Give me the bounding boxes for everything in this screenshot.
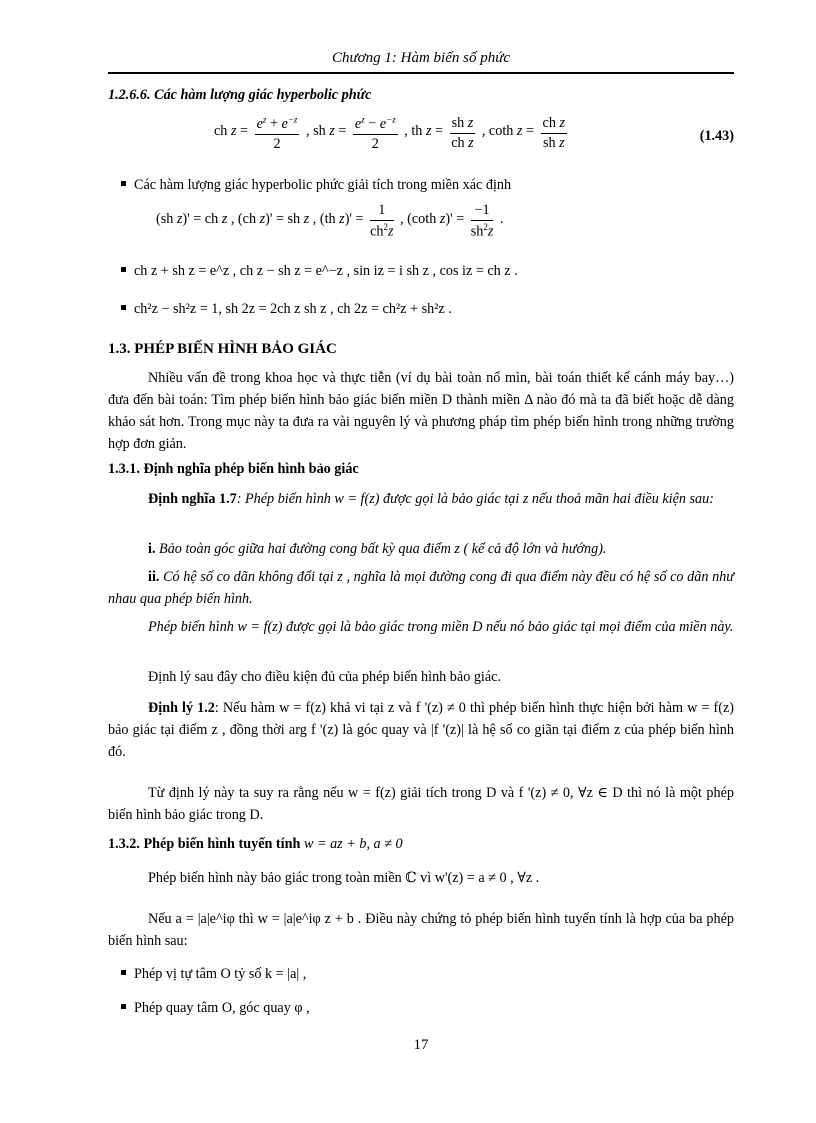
equation-1-43: ch z = $\frac{e^z + e^{-z}}{2}$ , sh z = $\frac{e^z - e^{-z}}{2}$ , th z = $\frac{\text{sh z}}{\text{ch z}}$ , coth z = $\frac{\text{ch z}}{\text{sh z}}$ (1.43): [214, 114, 734, 152]
paragraph-domain-conformal: Phép biến hình w = f(z) được gọi là bảo giác trong miền D nếu nó bảo giác tại mọi điểm của miền này.: [148, 619, 734, 635]
section-title-1-3: 1.3. PHÉP BIẾN HÌNH BẢO GIÁC: [108, 341, 337, 357]
equation-number: (1.43): [699, 128, 734, 144]
derivative-formulas: (sh z)' = ch z , (ch z)' = sh z , (th z)' = $\frac{1}{ch^2z}$ , (coth z)' = $\frac{-1}{sh^2z}$ .: [156, 202, 504, 240]
bullet-identities-2: ch²z − sh²z = 1, sh 2z = 2ch z sh z , ch 2z = ch²z + sh²z .: [108, 298, 734, 320]
paragraph-theorem-intro: Định lý sau đây cho điều kiện đủ của phép biến hình bảo giác.: [148, 669, 502, 685]
condition-ii: ii. Có hệ số co dãn không đổi tại z , nghĩa là mọi đường cong đi qua điểm này đều có hệ số co dãn như nhau qua phép biến hình.: [108, 569, 735, 607]
bullet-analytic: Các hàm lượng giác hyperbolic phức giải tích trong miền xác định: [108, 174, 734, 196]
running-header: Chương 1: Hàm biến số phức: [331, 50, 511, 66]
theorem-1-2: [108, 697, 734, 763]
bullet-marker: [121, 970, 126, 975]
paragraph-intro: Nhiều vấn đề trong khoa học và thực tiễn (ví dụ bài toàn nổ mìn, bài toán thiết kế cánh máy bay…) đưa đến bài toán: Tìm phép biến hình bảo giác biến miền D thành miền Δ nào đó mà ta đã biết hoặc dễ dàng khảo sát hơn. Trong mục này ta đưa ra vài nguyên lý và phương pháp tìm phép biến hình trong những trường hợp đơn giản.: [108, 370, 734, 452]
paragraph-linear-decomposition: Nếu a = |a|e^iφ thì w = |a|e^iφ z + b . Điều này chứng tỏ phép biến hình tuyến tính là hợp của ba phép biến hình sau:: [108, 911, 734, 949]
bullet-marker: [121, 181, 126, 186]
condition-i: i. Bảo toàn góc giữa hai đường cong bất kỳ qua điểm z ( kể cả độ lớn và hướng).: [148, 541, 607, 557]
bullet-marker: [121, 267, 126, 272]
theorem-text: : Nếu hàm w = f(z) khả vi tại z và f '(z) ≠ 0 thì phép biến hình thực hiện bởi hàm w = f(z) bảo giác tại điểm z , đồng thời arg f '(z) là góc quay và |f '(z)| là hệ số co giãn tại điểm z của phép biến hình đó.: [108, 700, 734, 760]
definition-1-7: [108, 488, 734, 510]
bullet-identities-1: ch z + sh z = e^z , ch z − sh z = e^−z , sin iz = i sh z , cos iz = ch z .: [108, 260, 734, 282]
bullet-rotation: Phép quay tâm O, góc quay φ ,: [108, 997, 734, 1019]
paragraph-consequence: Từ định lý này ta suy ra rằng nếu w = f(z) giải tích trong D và f '(z) ≠ 0, ∀z ∈ D thì nó là một phép biến hình bảo giác trong D.: [108, 785, 734, 823]
bullet-homothety: Phép vị tự tâm O tỷ số k = |a| ,: [108, 963, 734, 985]
theorem-label: Định lý 1.2: [148, 700, 215, 716]
page-number: 17: [413, 1037, 429, 1053]
definition-label: Định nghĩa 1.7: [148, 491, 237, 507]
section-title-1-2-6-6: 1.2.6.6. Các hàm lượng giác hyperbolic phức: [108, 87, 372, 103]
paragraph-linear-conformal: Phép biến hình này bảo giác trong toàn miền ℂ vì w'(z) = a ≠ 0 , ∀z .: [148, 870, 540, 886]
section-title-1-3-1: 1.3.1. Định nghĩa phép biến hình bảo giác: [108, 461, 359, 477]
bullet-marker: [121, 305, 126, 310]
definition-text: : Phép biến hình w = f(z) được gọi là bảo giác tại z nếu thoả mãn hai điều kiện sau:: [236, 491, 714, 507]
bullet-marker: [121, 1004, 126, 1009]
section-title-1-3-2: 1.3.2. Phép biến hình tuyến tính w = az + b, a ≠ 0: [108, 836, 403, 852]
header-rule: [108, 72, 734, 74]
